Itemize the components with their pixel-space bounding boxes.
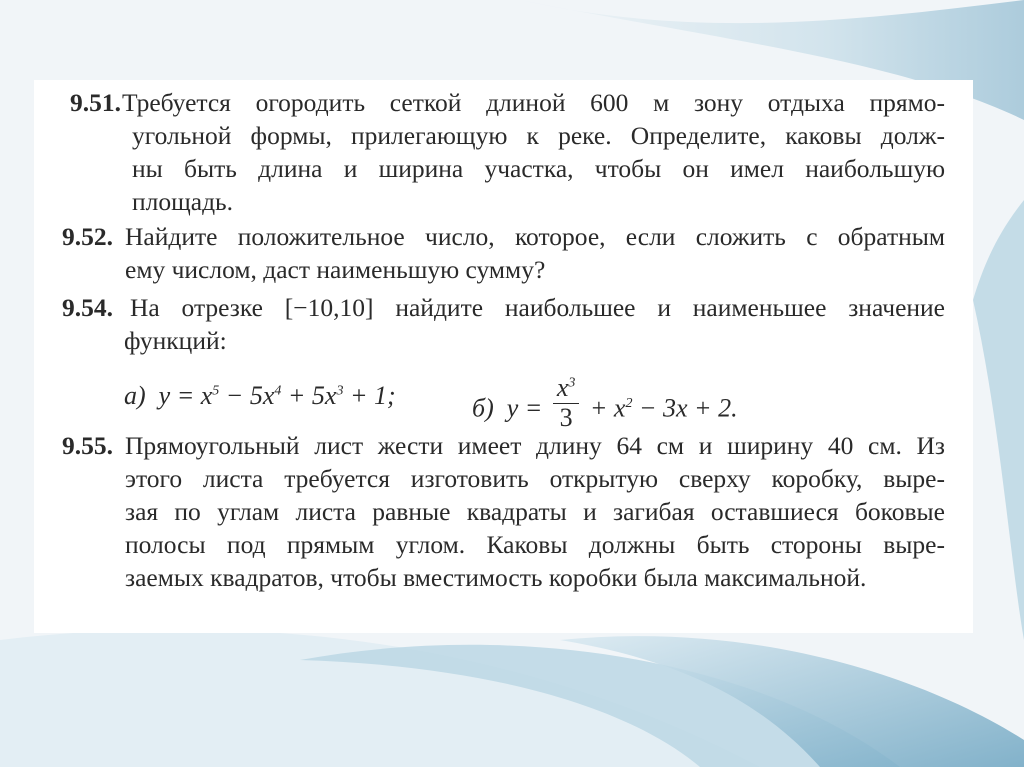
problem-text-line: функций: <box>124 326 227 355</box>
problem-number: 9.55. <box>62 431 113 460</box>
problem-text-line: ны быть длина и ширина участка, чтобы он имел наибольшую <box>132 154 945 183</box>
problem-9-51 <box>70 86 945 218</box>
problem-text-line: площадь. <box>132 187 234 216</box>
problem-9-55 <box>62 429 945 594</box>
formula-label: б) <box>472 393 494 423</box>
problem-text-line: полосы под прямым углом. Каковы должны быть стороны выре- <box>125 530 945 559</box>
formulas <box>62 363 945 432</box>
problem-text-line: Требуется огородить сеткой длиной 600 м зону отдыха прямо- <box>122 88 945 117</box>
problem-number: 9.54. <box>62 293 113 322</box>
problem-9-54 <box>62 291 945 357</box>
textbook-page <box>34 80 973 633</box>
formula-b: б) y = $\frac{x^3}{3}$ + $x^2 - 3x + 2$. <box>472 373 738 432</box>
problem-text-line: заемых квадратов, чтобы вместимость коробки была максимальной. <box>125 563 867 592</box>
problem-text-line: ему числом, даст наименьшую сумму? <box>125 255 546 284</box>
problem-text-line: Прямоугольный лист жести имеет длину 64 см и ширину 40 см. Из <box>125 431 945 460</box>
problem-number: 9.51. <box>70 88 121 117</box>
problem-text-line: Найдите положительное число, которое, если сложить с обратным <box>125 222 945 251</box>
fraction: $\frac{x^3}{3}$ <box>553 373 580 432</box>
problem-9-52 <box>62 220 945 286</box>
problem-text-line: На отрезке [−10,10] найдите наибольшее и наименьшее значение <box>130 293 945 322</box>
formula-a: а) $y = x^5 - 5x^4 + 5x^3 + 1$; <box>124 381 396 410</box>
problem-text-line: угольной формы, прилегающую к реке. Определите, каковы долж- <box>132 121 945 150</box>
problem-text-line: зая по углам листа равные квадраты и загибая оставшиеся боковые <box>125 497 945 526</box>
formula-label: а) <box>124 381 146 410</box>
problem-number: 9.52. <box>62 222 113 251</box>
problem-text-line: этого листа требуется изготовить открытую сверху коробку, выре- <box>125 464 945 493</box>
